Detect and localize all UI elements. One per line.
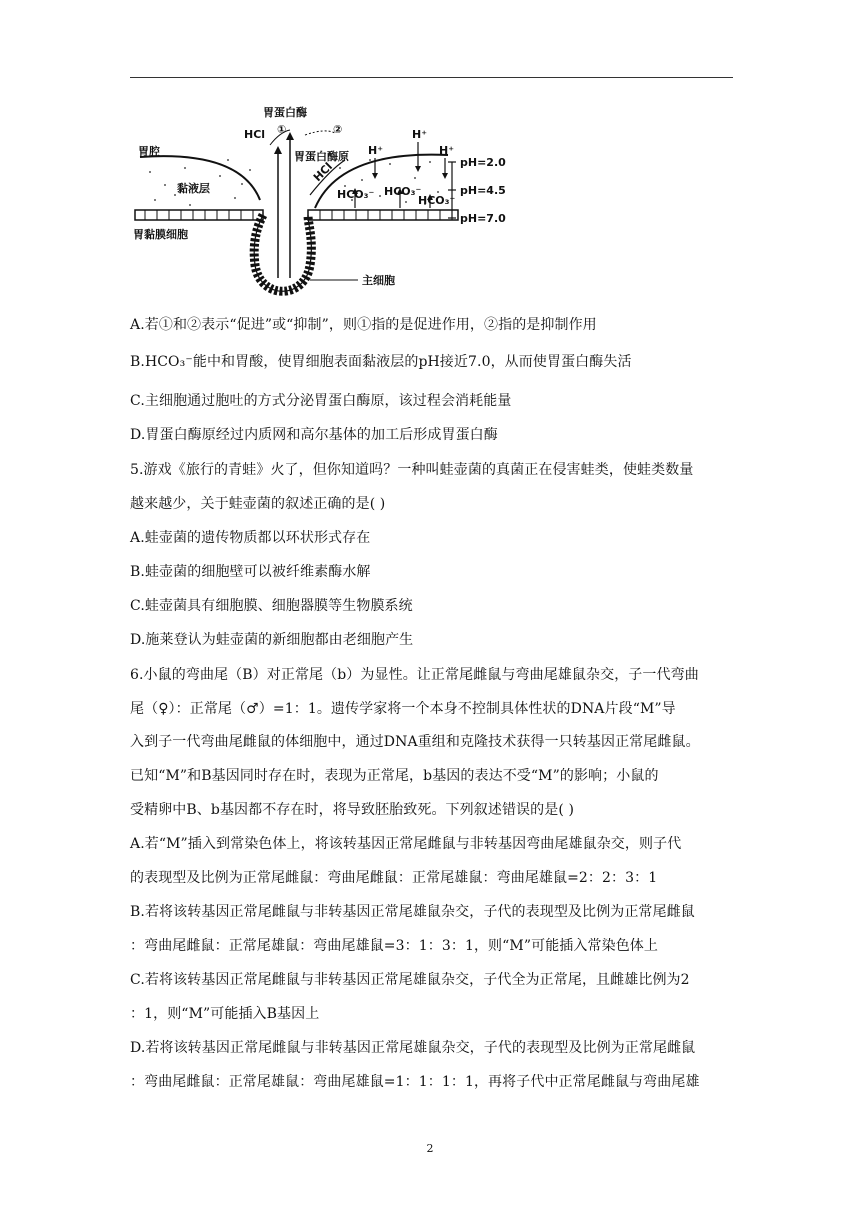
h-ion-label-2: H⁺: [412, 128, 428, 141]
option-6c-line1: C.若将该转基因正常尾雌鼠与非转基因正常尾雄鼠杂交，子代全为正常尾，且雌雄比例为2: [130, 972, 690, 988]
option-6b-line1: B.若将该转基因正常尾雌鼠与非转基因正常尾雄鼠杂交，子代的表现型及比例为正常尾雌鼠: [130, 904, 695, 920]
question-6-stem-line2: 尾（♀）：正常尾（♂）=1：1。遗传学家将一个本身不控制具体性状的DNA片段“M”导: [130, 701, 676, 717]
option-5d: D.施莱登认为蛙壶菌的新细胞都由老细胞产生: [130, 632, 414, 648]
mucosa-cells-label: 胃黏膜细胞: [133, 228, 188, 241]
hcl-label-left: HCl: [244, 128, 266, 141]
pepsinogen-label: 胃蛋白酶原: [294, 150, 349, 163]
option-6b-line2: ：弯曲尾雌鼠：正常尾雄鼠：弯曲尾雄鼠=3：1：3：1，则“M”可能插入常染色体上: [130, 938, 659, 954]
question-6-stem-line4: 已知“M”和B基因同时存在时，表现为正常尾，b基因的表达不受“M”的影响；小鼠的: [130, 768, 659, 784]
hcl-label-right: HCl: [310, 160, 336, 185]
bicarbonate-label-3: HCO₃⁻: [418, 194, 456, 207]
option-6c-line2: ：1，则“M”可能插入B基因上: [130, 1006, 320, 1022]
option-6a-line2: 的表现型及比例为正常尾雌鼠：弯曲尾雌鼠：正常尾雄鼠：弯曲尾雄鼠=2：2：3：1: [130, 870, 658, 886]
option-6d-line1: D.若将该转基因正常尾雌鼠与非转基因正常尾雄鼠杂交，子代的表现型及比例为正常尾雌鼠: [130, 1040, 696, 1056]
bicarbonate-label-1: HCO₃⁻: [337, 188, 375, 201]
gastric-pit: [254, 215, 311, 291]
question-6-stem-line1: 6.小鼠的弯曲尾（B）对正常尾（b）为显性。让正常尾雌鼠与弯曲尾雄鼠杂交，子一代弯曲: [130, 667, 699, 683]
ph-top-label: pH=2.0: [460, 156, 506, 169]
question-6-stem-line5: 受精卵中B、b基因都不存在时，将导致胚胎致死。下列叙述错误的是( ): [130, 802, 575, 818]
h-ion-label-3: H⁺: [439, 144, 455, 157]
question-6-stem-line3: 入到子一代弯曲尾雌鼠的体细胞中，通过DNA重组和克隆技术获得一只转基因正常尾雌鼠。: [130, 734, 700, 750]
mucosa-band-right: [308, 210, 458, 220]
feedback-dashed-arrow: [305, 131, 335, 135]
stomach-diagram: [130, 100, 510, 305]
option-4c: C.主细胞通过胞吐的方式分泌胃蛋白酶原，该过程会消耗能量: [130, 393, 512, 409]
question-5-stem-line2: 越来越少，关于蛙壶菌的叙述正确的是( ): [130, 496, 386, 512]
option-5c: C.蛙壶菌具有细胞膜、细胞器膜等生物膜系统: [130, 598, 413, 614]
option-4a: A.若①和②表示“促进”或“抑制”，则①指的是促进作用，②指的是抑制作用: [130, 317, 597, 333]
question-5-stem-line1: 5.游戏《旅行的青蛙》火了，但你知道吗？一种叫蛙壶菌的真菌正在侵害蛙类，使蛙类数量: [130, 462, 694, 478]
mucosa-band-left: [135, 210, 263, 220]
ph-bottom-label: pH=7.0: [460, 212, 506, 225]
h-ion-label-1: H⁺: [368, 144, 384, 157]
header-rule: [130, 77, 733, 78]
page-number: 2: [426, 1142, 434, 1155]
option-4b: B.HCO₃⁻能中和胃酸，使胃细胞表面黏液层的pH接近7.0，从而使胃蛋白酶失活: [130, 354, 632, 370]
pepsin-label: 胃蛋白酶: [263, 106, 307, 119]
option-5b: B.蛙壶菌的细胞壁可以被纤维素酶水解: [130, 564, 371, 580]
marker-2: ②: [333, 123, 343, 136]
marker-1: ①: [277, 123, 287, 136]
option-6a-line1: A.若“M”插入到常染色体上，将该转基因正常尾雌鼠与非转基因弯曲尾雄鼠杂交，则子代: [130, 836, 682, 852]
chief-cell-label: 主细胞: [362, 274, 395, 287]
ph-mid-label: pH=4.5: [460, 184, 506, 197]
bicarbonate-label-2: HCO₃⁻: [384, 185, 422, 198]
option-5a: A.蛙壶菌的遗传物质都以环状形式存在: [130, 530, 371, 546]
gastric-cavity-label: 胃腔: [138, 145, 160, 158]
mucus-layer-label: 黏液层: [177, 182, 210, 195]
option-6d-line2: ：弯曲尾雌鼠：正常尾雄鼠：弯曲尾雄鼠=1：1：1：1，再将子代中正常尾雌鼠与弯曲尾雄: [130, 1074, 700, 1090]
option-4d: D.胃蛋白酶原经过内质网和高尔基体的加工后形成胃蛋白酶: [130, 427, 498, 443]
